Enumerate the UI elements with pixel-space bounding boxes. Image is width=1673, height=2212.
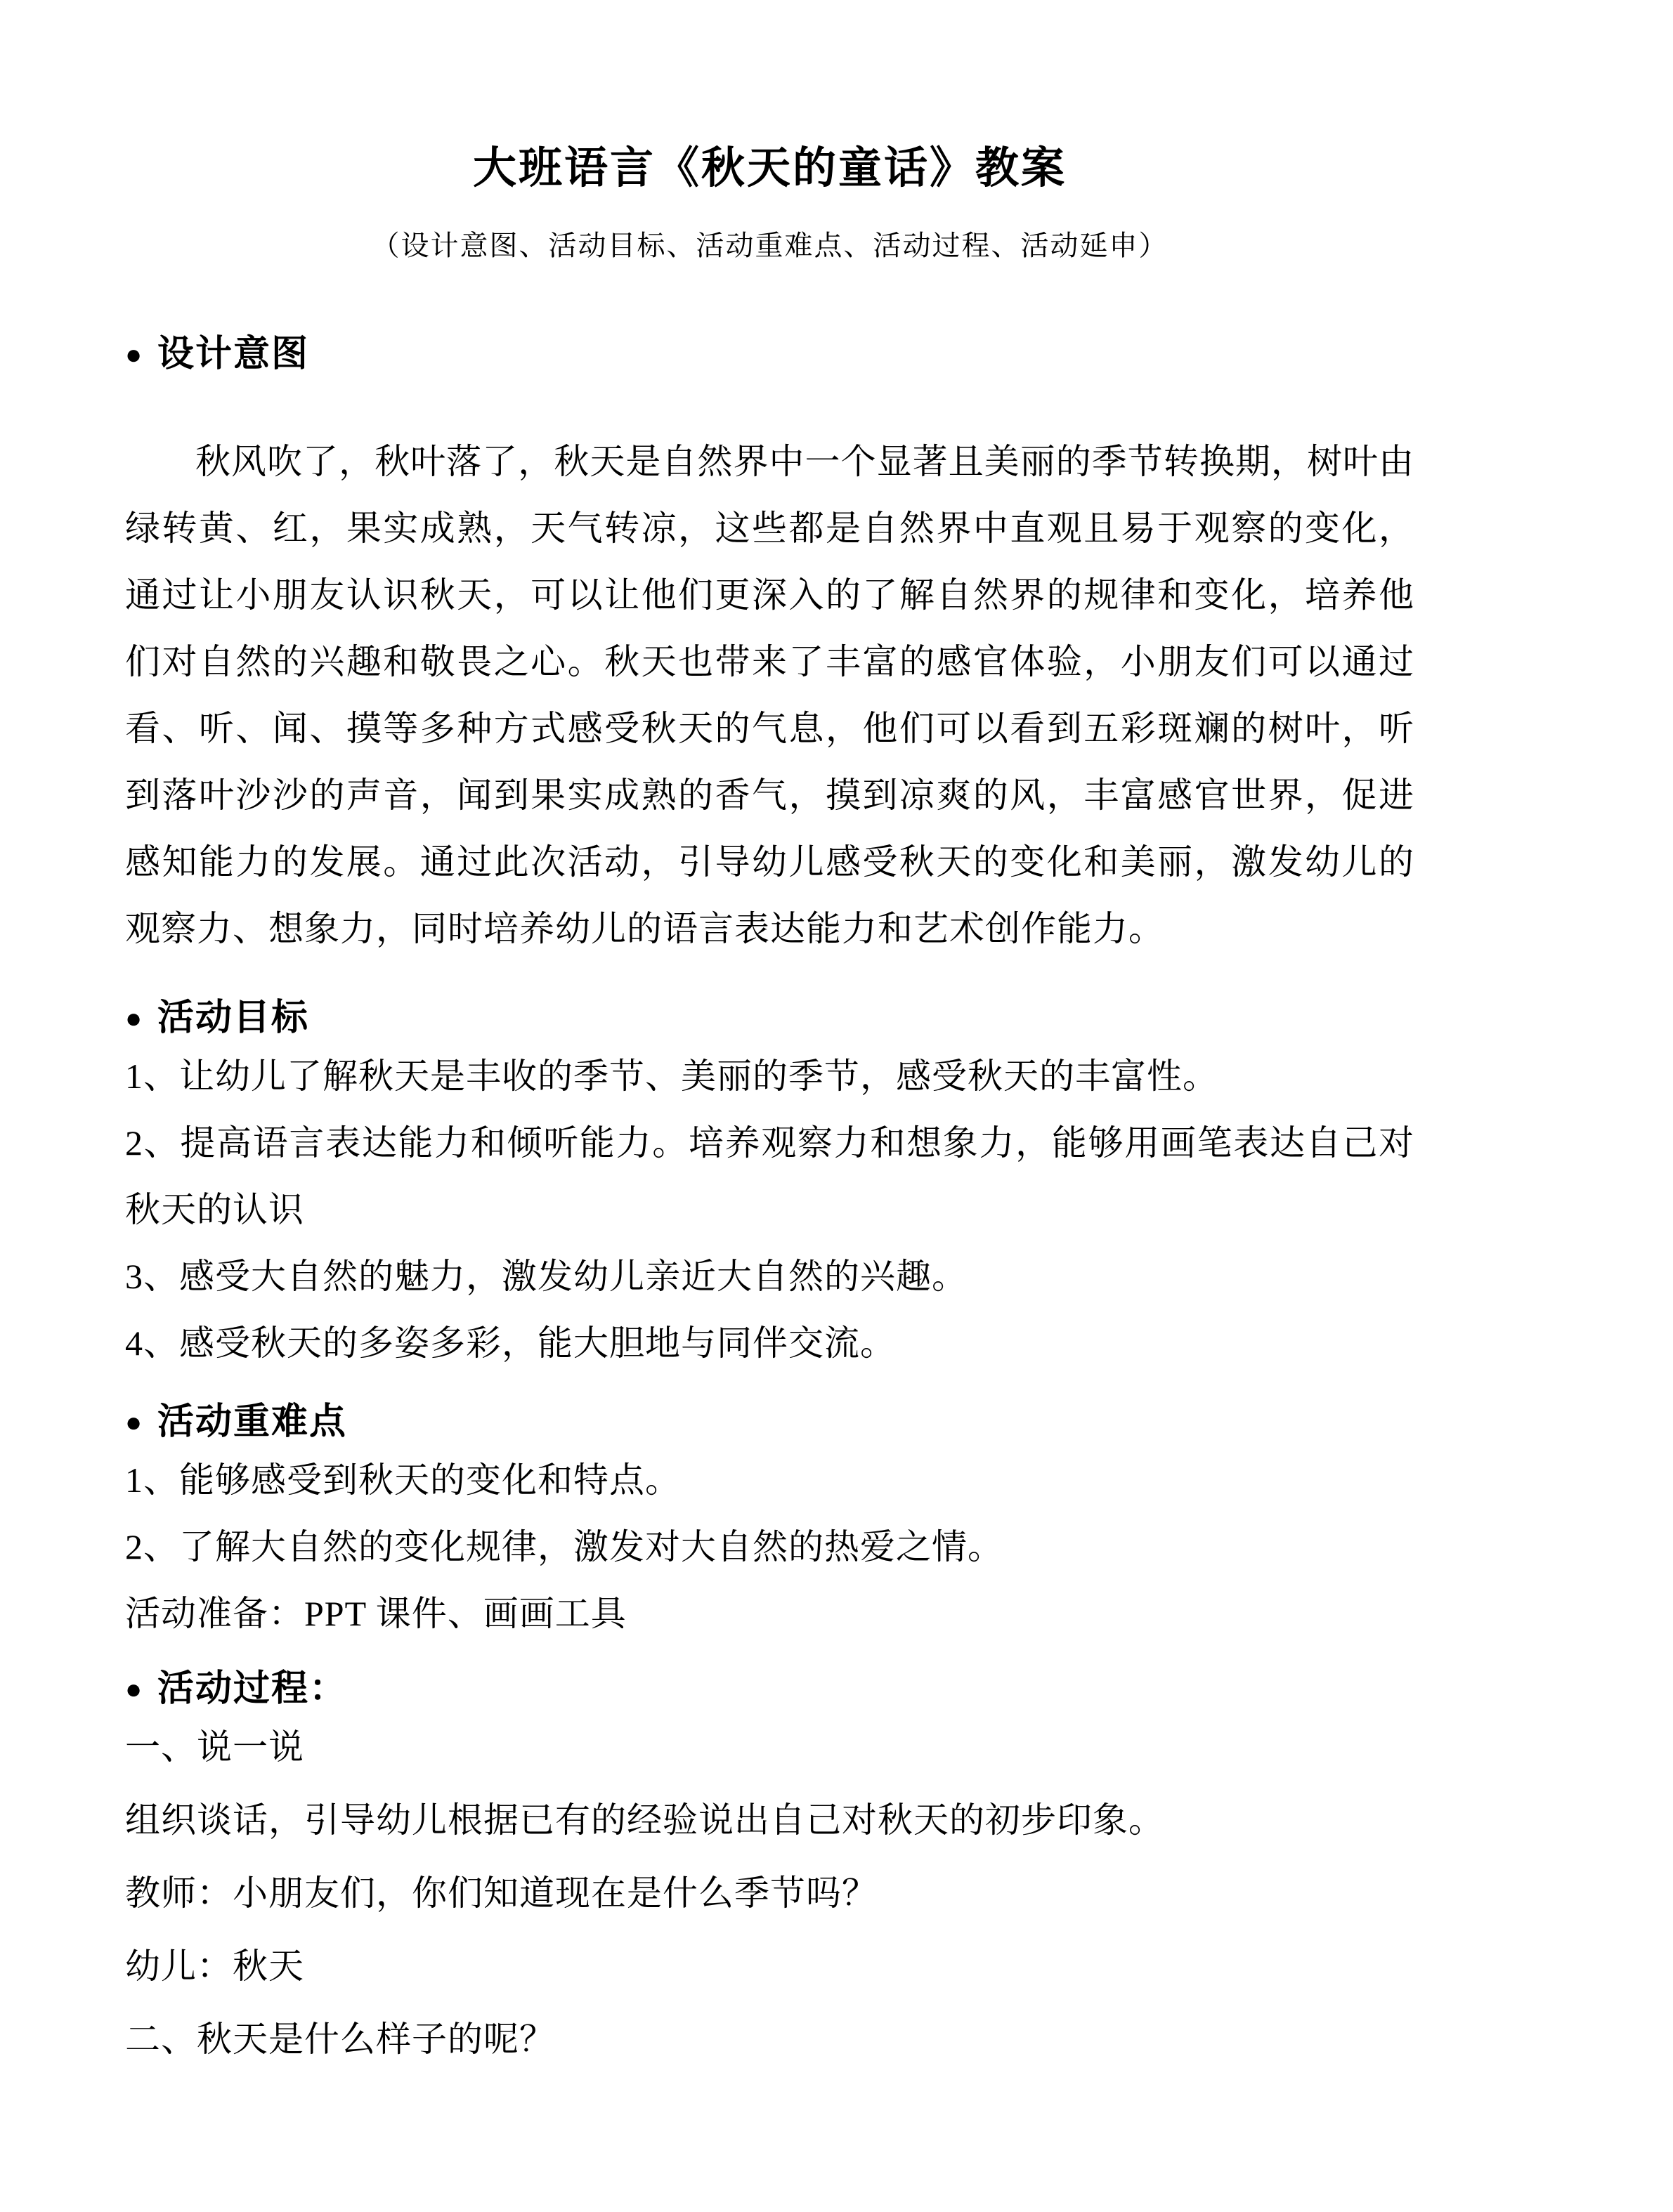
section-heading-process: [125, 1665, 1414, 1714]
doc-subtitle: （设计意图、活动目标、活动重难点、活动过程、活动延申）: [371, 230, 1169, 261]
section-heading-key-points: [125, 1398, 1414, 1447]
goal-item: 3、感受大自然的魅力，激发幼儿亲近大自然的兴趣。: [125, 1257, 968, 1296]
preparation-line: 活动准备：PPT 课件、画画工具: [125, 1594, 627, 1633]
section-heading-text: 活动目标: [157, 998, 310, 1038]
section-heading-text: 活动重难点: [157, 1402, 348, 1442]
goal-item: 2、提高语言表达能力和倾听能力。培养观察力和想象力，能够用画笔表达自己对秋天的认识: [125, 1123, 1414, 1229]
process-line: 一、说一说: [125, 1727, 304, 1767]
section-heading-text: 设计意图: [157, 334, 310, 374]
process-line: 组织谈话，引导幼儿根据已有的经验说出自己对秋天的初步印象。: [125, 1800, 1164, 1840]
section-heading-design-intent: [125, 330, 1414, 379]
bullet-icon: ●: [125, 339, 143, 370]
process-line: 教师：小朋友们，你们知道现在是什么季节吗？: [125, 1873, 878, 1913]
process-line: 二、秋天是什么样子的呢？: [125, 2020, 555, 2059]
process-line: 幼儿：秋天: [125, 1946, 304, 1986]
doc-title: 大班语言《秋天的童话》教案: [472, 145, 1067, 192]
bullet-icon: ●: [125, 1406, 143, 1438]
key-point-item: 2、了解大自然的变化规律，激发对大自然的热爱之情。: [125, 1527, 1003, 1566]
goal-item: 4、感受秋天的多姿多彩，能大胆地与同伴交流。: [125, 1323, 896, 1363]
section-heading-goals: [125, 994, 1414, 1043]
key-point-item: 1、能够感受到秋天的变化和特点。: [125, 1460, 681, 1500]
bullet-icon: ●: [125, 1002, 143, 1034]
goal-item: 1、让幼儿了解秋天是丰收的季节、美丽的季节，感受秋天的丰富性。: [125, 1056, 1218, 1096]
section-heading-text: 活动过程：: [157, 1669, 348, 1709]
bullet-icon: ●: [125, 1673, 143, 1705]
design-intent-paragraph: 秋风吹了，秋叶落了，秋天是自然界中一个显著且美丽的季节转换期，树叶由绿转黄、红，果实成熟，天气转凉，这些都是自然界中直观且易于观察的变化，通过让小朋友认识秋天，可以让他们更深入的了解自然界的规律和变化，培养他们对自然的兴趣和敬畏之心。秋天也带来了丰富的感官体验，小朋友们可以通过看、听、闻、摸等多种方式感受秋天的气息，他们可以看到五彩斑斓的树叶，听到落叶沙沙的声音，闻到果实成熟的香气，摸到凉爽的风，丰富感官世界，促进感知能力的发展。通过此次活动，引导幼儿感受秋天的变化和美丽，激发幼儿的观察力、想象力，同时培养幼儿的语言表达能力和艺术创作能力。: [125, 442, 1414, 948]
